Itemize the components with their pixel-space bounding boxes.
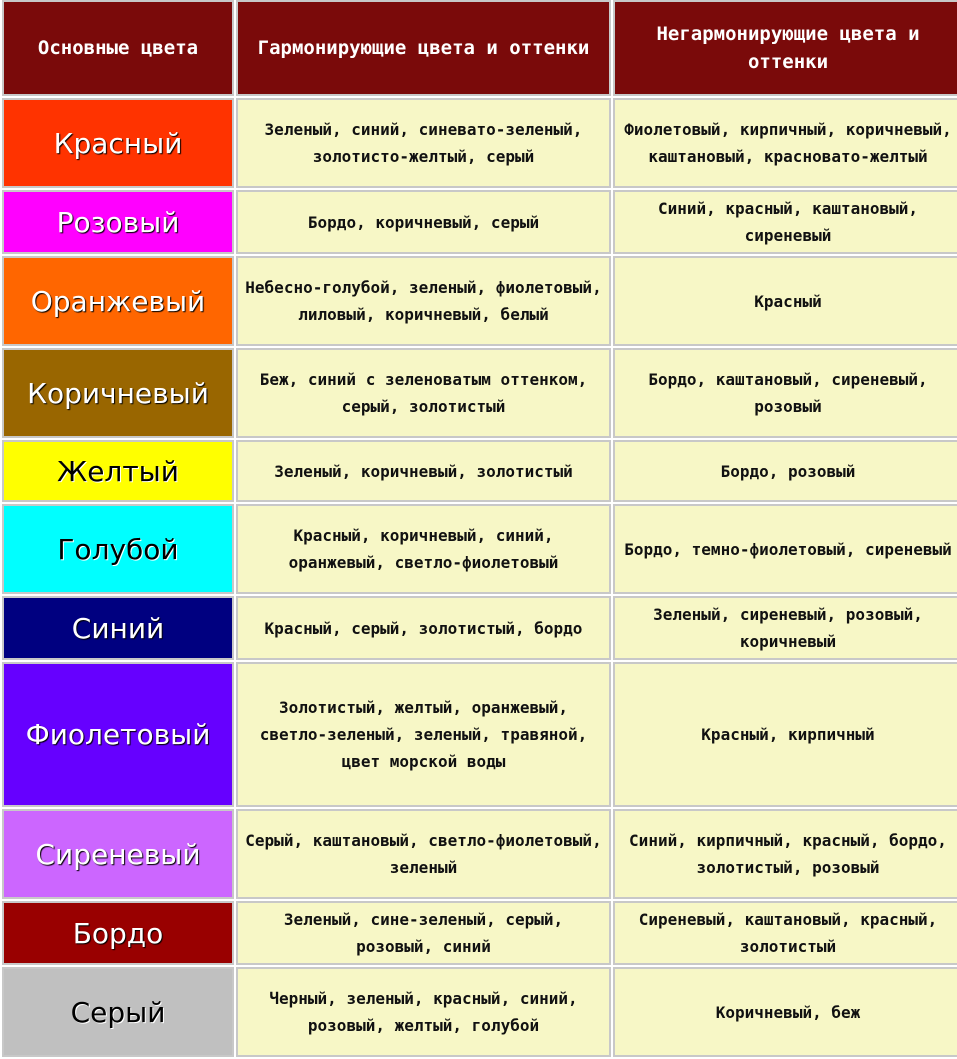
table-row — [2, 190, 957, 254]
table-row — [2, 504, 957, 594]
table-row — [2, 440, 957, 502]
nonharmonious-cell: Синий, красный, каштановый, сиреневый — [613, 190, 957, 254]
table-row — [2, 809, 957, 899]
harmonious-cell: Зеленый, сине-зеленый, серый, розовый, синий — [236, 901, 611, 965]
header-base-colors: Основные цвета — [2, 0, 234, 96]
harmonious-cell: Красный, серый, золотистый, бордо — [236, 596, 611, 660]
harmonious-cell: Серый, каштановый, светло-фиолетовый, зеленый — [236, 809, 611, 899]
harmonious-cell: Черный, зеленый, красный, синий, розовый, желтый, голубой — [236, 967, 611, 1057]
nonharmonious-cell: Зеленый, сиреневый, розовый, коричневый — [613, 596, 957, 660]
nonharmonious-cell: Бордо, каштановый, сиреневый, розовый — [613, 348, 957, 438]
nonharmonious-cell: Синий, кирпичный, красный, бордо, золотистый, розовый — [613, 809, 957, 899]
base-color-cell: Желтый — [2, 440, 234, 502]
base-color-cell: Коричневый — [2, 348, 234, 438]
nonharmonious-cell: Сиреневый, каштановый, красный, золотистый — [613, 901, 957, 965]
table-row — [2, 967, 957, 1057]
nonharmonious-cell: Красный, кирпичный — [613, 662, 957, 807]
table-row — [2, 901, 957, 965]
table-row — [2, 662, 957, 807]
harmonious-cell: Золотистый, желтый, оранжевый, светло-зеленый, зеленый, травяной, цвет морской воды — [236, 662, 611, 807]
nonharmonious-cell: Фиолетовый, кирпичный, коричневый, каштановый, красновато-желтый — [613, 98, 957, 188]
harmonious-cell: Беж, синий с зеленоватым оттенком, серый, золотистый — [236, 348, 611, 438]
harmonious-cell: Небесно-голубой, зеленый, фиолетовый, лиловый, коричневый, белый — [236, 256, 611, 346]
nonharmonious-cell: Красный — [613, 256, 957, 346]
harmonious-cell: Зеленый, синий, синевато-зеленый, золотисто-желтый, серый — [236, 98, 611, 188]
nonharmonious-cell: Бордо, розовый — [613, 440, 957, 502]
base-color-cell: Бордо — [2, 901, 234, 965]
header-nonharmonious: Негармонирующие цвета и оттенки — [613, 0, 957, 96]
base-color-cell: Оранжевый — [2, 256, 234, 346]
base-color-cell: Сиреневый — [2, 809, 234, 899]
table-row — [2, 596, 957, 660]
harmonious-cell: Красный, коричневый, синий, оранжевый, светло-фиолетовый — [236, 504, 611, 594]
table-row — [2, 98, 957, 188]
nonharmonious-cell: Коричневый, беж — [613, 967, 957, 1057]
header-harmonious: Гармонирующие цвета и оттенки — [236, 0, 611, 96]
base-color-cell: Серый — [2, 967, 234, 1057]
base-color-cell: Голубой — [2, 504, 234, 594]
header-row — [2, 0, 957, 96]
base-color-cell: Красный — [2, 98, 234, 188]
harmonious-cell: Зеленый, коричневый, золотистый — [236, 440, 611, 502]
base-color-cell: Розовый — [2, 190, 234, 254]
base-color-cell: Фиолетовый — [2, 662, 234, 807]
base-color-cell: Синий — [2, 596, 234, 660]
nonharmonious-cell: Бордо, темно-фиолетовый, сиреневый — [613, 504, 957, 594]
table-row — [2, 256, 957, 346]
table-row — [2, 348, 957, 438]
harmonious-cell: Бордо, коричневый, серый — [236, 190, 611, 254]
